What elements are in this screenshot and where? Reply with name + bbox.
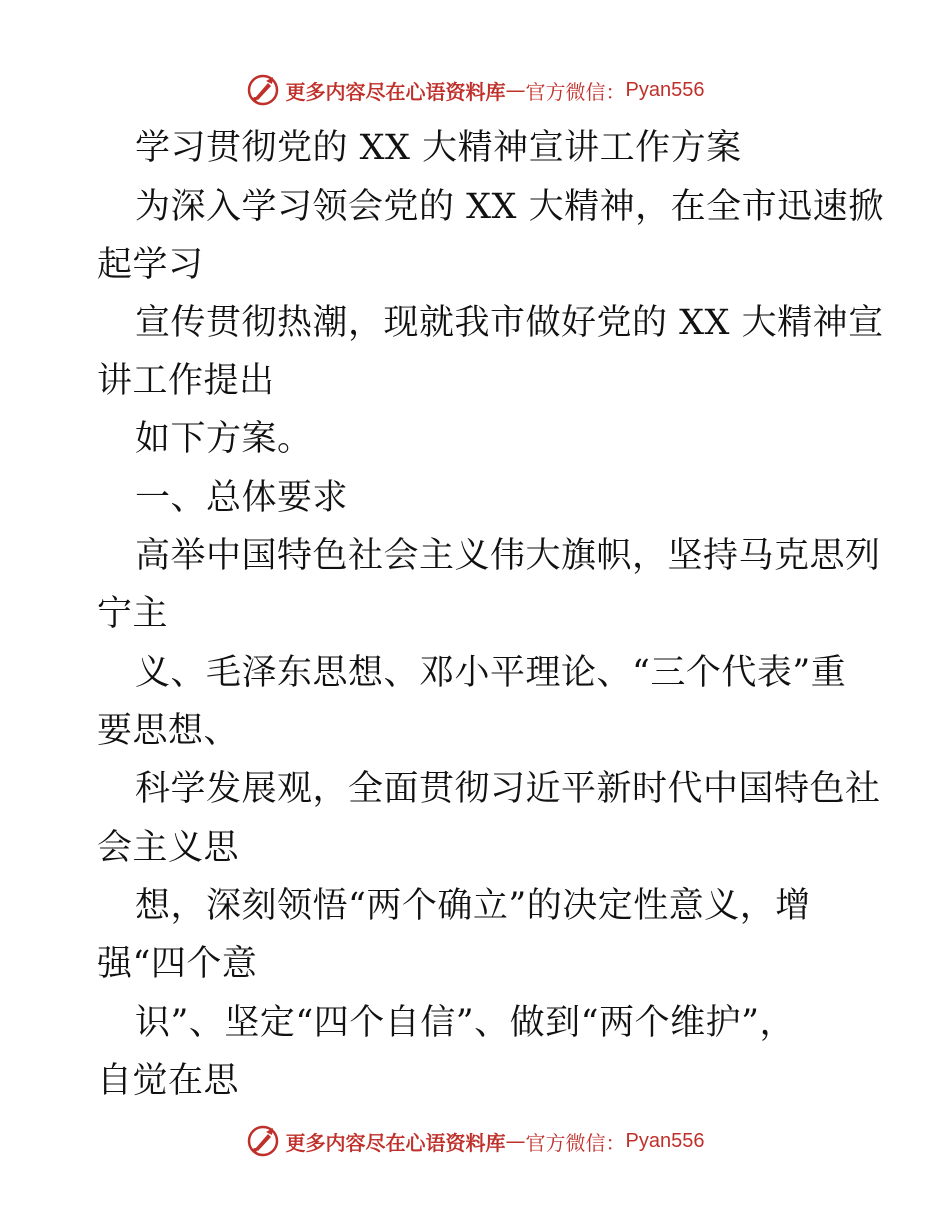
document-title: 学习贯彻党的 XX 大精神宣讲工作方案 [135,128,742,168]
banner-slogan: 更多内容尽在心语资料库 [285,79,506,104]
banner-wechat-id: Pyan556 [625,1129,705,1152]
paragraph-line: 要思想、 [97,711,240,751]
banner-wechat-label: 官方微信： [525,79,626,104]
paragraph-line: 起学习 [97,245,204,285]
paragraph-line: 如下方案。 [135,419,313,459]
paragraph-line: 义、毛泽东思想、邓小平理论、“三个代表”重 [135,653,847,693]
paragraph-line: 想，深刻领悟“两个确立”的决定性意义，增 [135,886,811,926]
paragraph-line: 宣传贯彻热潮，现就我市做好党的 XX 大精神宣 [135,303,884,343]
paragraph-line: 识”、坚定“四个自信”、做到“两个维护”， [135,1003,795,1043]
feather-pen-logo-icon [246,1124,280,1158]
banner-wechat-id: Pyan556 [625,78,705,101]
banner-separator: — [505,78,526,102]
banner-separator: — [505,1129,526,1153]
banner-wechat-label: 官方微信： [525,1130,626,1155]
paragraph-line: 科学发展观，全面贯彻习近平新时代中国特色社 [135,769,881,809]
banner-slogan: 更多内容尽在心语资料库 [285,1130,506,1155]
paragraph-line: 会主义思 [97,828,240,868]
paragraph-line: 强“四个意 [97,944,258,984]
paragraph-line: 自觉在思 [97,1061,240,1101]
paragraph-line: 为深入学习领会党的 XX 大精神，在全市迅速掀 [135,187,884,227]
header-banner [0,70,950,110]
paragraph-line: 宁主 [97,594,169,634]
section-heading: 一、总体要求 [135,478,349,518]
feather-pen-logo-icon [246,73,280,107]
paragraph-line: 讲工作提出 [97,361,275,401]
footer-banner [0,1121,950,1161]
paragraph-line: 高举中国特色社会主义伟大旗帜，坚持马克思列 [135,536,881,576]
